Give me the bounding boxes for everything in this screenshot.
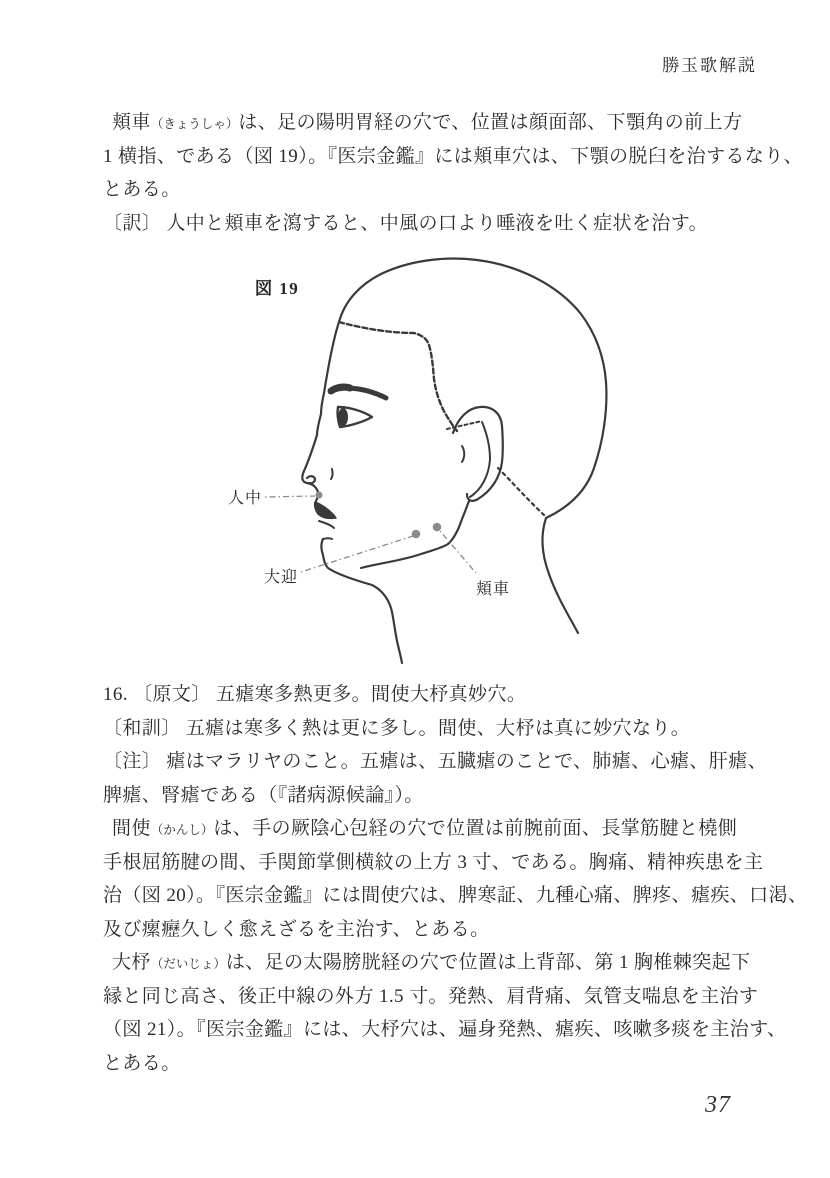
text-line	[103, 106, 803, 140]
neck-back	[542, 518, 578, 633]
text-line: 16. 〔原文〕 五瘧寒多熱更多。間使大杼真妙穴。	[103, 684, 527, 705]
furigana: （かんし）	[150, 823, 214, 837]
text-line: 脾瘧、腎瘧である（『諸病源候論』）。	[103, 784, 424, 806]
text-line	[103, 946, 803, 980]
ear-inner-fold	[470, 422, 490, 497]
eyebrow-head	[331, 387, 350, 391]
text-line: 治（図 20）。『医宗金鑑』には間使穴は、脾寒証、九種心痛、脾疼、瘧疾、口渇、	[103, 885, 808, 906]
text-line-rest: は、足の太陽膀胱経の穴で位置は上背部、第 1 胸椎棘突起下	[225, 952, 751, 973]
leader-daigei	[301, 536, 413, 572]
text-line: 1 横指、である（図 19）。『医宗金鑑』には頬車穴は、下顎の脱臼を治するなり、	[103, 145, 804, 167]
point-jinchu	[316, 492, 323, 499]
chin-neck-front	[322, 539, 403, 663]
cheek-tick	[331, 469, 333, 479]
figure-caption: 図 19	[255, 279, 300, 298]
text-line: 及び瘰癧久しく愈えざるを主治す、とある。	[103, 918, 490, 940]
head-profile-drawing	[225, 250, 695, 670]
eye-pupil	[338, 408, 348, 426]
figure-label-kyosha: 頬車	[476, 581, 511, 598]
text-line-rest: は、手の厥陰心包経の穴で位置は前腕前面、長掌筋腱と橈側	[213, 818, 738, 839]
underlip	[323, 538, 332, 539]
text-line: 縁と同じ高さ、後正中線の外方 1.5 寸。発熱、肩背痛、気管支喘息を主治す	[103, 985, 759, 1007]
furigana: （だいじょ）	[150, 957, 226, 971]
upper-lip	[315, 502, 336, 518]
text-line	[103, 812, 803, 846]
skull-outline	[339, 259, 606, 518]
text-line: 〔和訓〕 五瘧は寒多く熱は更に多し。間使、大杼は真に妙穴なり。	[103, 717, 691, 739]
figure-label-jinchu: 人中	[228, 490, 263, 507]
figure-label-daigei: 大迎	[264, 569, 299, 586]
running-head: 勝玉歌解説	[662, 56, 757, 75]
text-line: 手根屈筋腱の間、手関節掌側横紋の上方 3 寸、である。胸痛、精神疾患を主	[103, 851, 764, 873]
text-line: 〔注〕 瘧はマラリヤのこと。五瘧は、五臓瘧のことで、肺瘧、心瘧、肝瘧、	[103, 751, 767, 772]
lower-lip	[319, 521, 334, 528]
figure-19	[225, 250, 695, 670]
point-kyosha	[433, 523, 442, 532]
section-16-paragraphs	[103, 678, 808, 1080]
term-daijo: 大杼	[112, 952, 151, 973]
leader-jinchu	[265, 496, 315, 497]
hairline	[339, 322, 457, 431]
text-line: とある。	[103, 179, 181, 200]
term-kyosha: 頬車	[112, 112, 151, 133]
furigana: （きょうしゃ）	[150, 117, 239, 131]
text-line: 〔訳〕 人中と頬車を瀉すると、中風の口より唾液を吐く症状を治す。	[103, 212, 709, 234]
text-line: （図 21）。『医宗金鑑』には、大杼穴は、遍身発熱、瘧疾、咳嗽多痰を主治す、	[103, 1019, 787, 1040]
leader-kyosha	[440, 531, 476, 573]
text-line: とある。	[103, 1052, 181, 1074]
nape-dash	[498, 468, 544, 515]
intro-paragraphs	[103, 106, 803, 240]
ear-tragus	[462, 446, 464, 462]
page-number: 37	[705, 1092, 731, 1118]
term-kanshi: 間使	[112, 818, 151, 839]
text-line-rest: は、足の陽明胃経の穴で、位置は顔面部、下顎角の前上方	[238, 112, 743, 133]
point-daigei	[412, 530, 421, 539]
